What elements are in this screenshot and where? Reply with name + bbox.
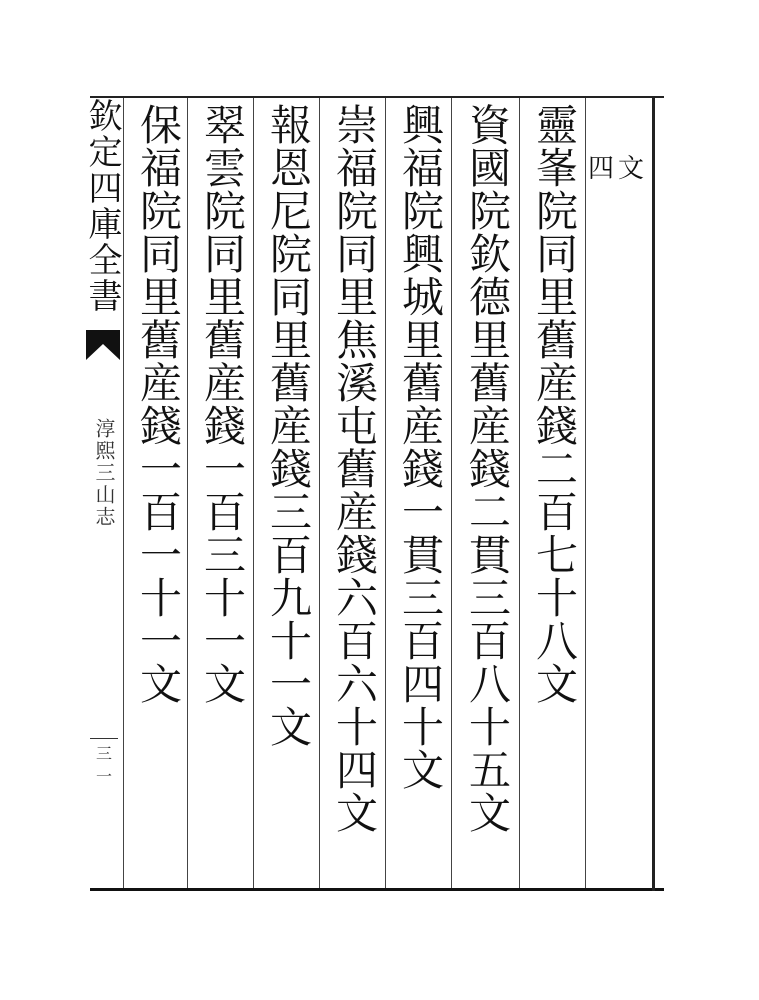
column-rule [519, 98, 520, 888]
column-rule [319, 98, 320, 888]
page-frame-top [90, 96, 664, 98]
column-rule [385, 98, 386, 888]
page-margin [82, 98, 122, 888]
column-rule [451, 98, 452, 888]
page-frame-bottom [90, 888, 664, 891]
column-rule [585, 98, 586, 888]
page-number: 三一 [90, 738, 118, 787]
page-frame-right [652, 96, 655, 891]
text-column-3: 興福院興城里舊産錢一貫三百四十文 [396, 103, 445, 791]
column-rule [123, 98, 124, 888]
text-column-5: 報恩尼院同里舊産錢三百九十一文 [264, 103, 313, 748]
text-column-1: 靈峯院同里舊産錢二百七十八文 [530, 103, 579, 705]
carryover-text: 四文 [588, 154, 649, 184]
column-rule [253, 98, 254, 888]
text-column-2: 資國院欽德里舊産錢二貫三百八十五文 [463, 103, 512, 834]
text-column-6: 翠雲院同里舊産錢一百三十一文 [198, 103, 247, 705]
book-title: 淳熙三山志 [92, 418, 116, 528]
text-column-4: 崇福院同里焦溪屯舊産錢六百六十四文 [330, 103, 379, 834]
collection-title: 欽定四庫全書 [82, 98, 122, 314]
text-column-7: 保福院同里舊産錢一百一十一文 [134, 103, 183, 705]
fishtail-mark-icon [86, 330, 120, 360]
